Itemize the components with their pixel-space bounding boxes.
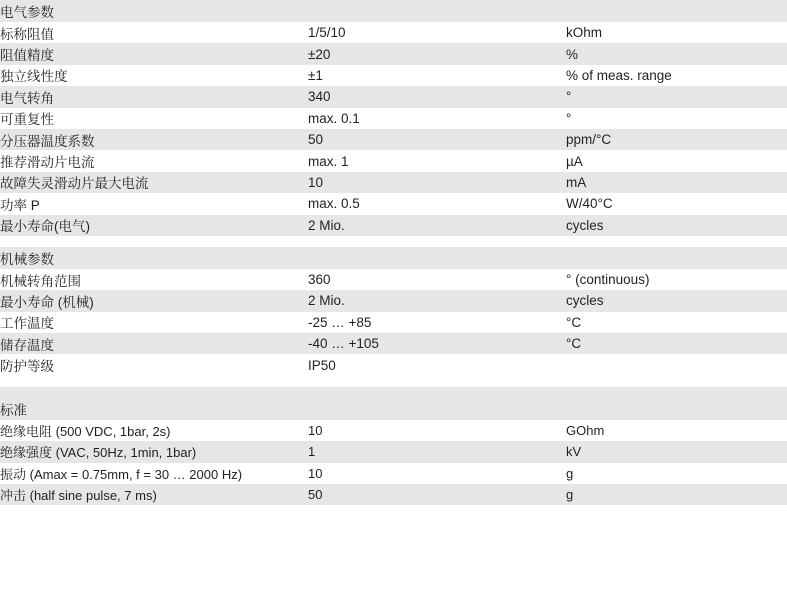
- section-header-electrical: [0, 0, 787, 22]
- row-value: 2 Mio.: [308, 217, 345, 233]
- row-value: 50: [308, 487, 323, 503]
- table-row: [0, 172, 787, 193]
- row-unit: mA: [566, 174, 587, 190]
- row-value: 2 Mio.: [308, 293, 345, 309]
- row-value: -40 … +105: [308, 336, 379, 352]
- table-row: [0, 354, 787, 375]
- table-row: [0, 312, 787, 333]
- row-unit: kV: [566, 444, 582, 460]
- row-unit: µA: [566, 153, 583, 169]
- row-unit: ° (continuous): [566, 272, 650, 288]
- row-value: 1: [308, 444, 316, 460]
- row-label: 振动 (Amax = 0.75mm, f = 30 … 2000 Hz): [0, 466, 243, 482]
- row-value: 10: [308, 423, 323, 439]
- row-label: 防护等级: [0, 359, 54, 375]
- row-value: max. 1: [308, 153, 349, 169]
- row-label: 推荐滑动片电流: [0, 155, 95, 171]
- row-label: 电气转角: [0, 90, 54, 106]
- row-unit: cycles: [566, 293, 604, 309]
- row-unit: ppm/°C: [566, 132, 612, 148]
- table-row: [0, 22, 787, 43]
- table-row: [0, 150, 787, 171]
- row-unit: %: [566, 46, 579, 62]
- row-unit: g: [566, 465, 574, 481]
- row-label: 分压器温度系数: [0, 133, 95, 149]
- row-label: 标称阻值: [0, 26, 54, 42]
- table-row: [0, 108, 787, 129]
- row-value: -25 … +85: [308, 314, 372, 330]
- table-row: [0, 484, 787, 505]
- row-unit: °C: [566, 336, 582, 352]
- table-footer-space: [0, 505, 787, 535]
- row-label: 最小寿命(电气): [0, 219, 90, 235]
- table-row: [0, 193, 787, 214]
- row-unit: GOhm: [566, 423, 605, 439]
- row-label: 储存温度: [0, 337, 54, 353]
- row-label: 独立线性度: [0, 69, 68, 85]
- row-value: IP50: [308, 357, 336, 373]
- row-value: ±1: [308, 67, 323, 83]
- table-row: [0, 65, 787, 86]
- row-unit: [566, 354, 787, 375]
- row-unit: cycles: [566, 217, 604, 233]
- row-value: 10: [308, 465, 323, 481]
- row-unit: °C: [566, 314, 582, 330]
- row-label: 冲击 (half sine pulse, 7 ms): [0, 488, 157, 504]
- row-label: 绝缘电阻 (500 VDC, 1bar, 2s): [0, 424, 171, 440]
- section-spacer: [0, 236, 787, 247]
- row-value: ±20: [308, 46, 331, 62]
- row-value: 10: [308, 174, 324, 190]
- row-value: 340: [308, 89, 331, 105]
- spacer-cell: [0, 236, 787, 247]
- spacer-cell: [0, 376, 787, 387]
- row-value: max. 0.1: [308, 110, 360, 126]
- row-label: 工作温度: [0, 316, 54, 332]
- section-header-standards: [0, 398, 787, 420]
- table-row: [0, 86, 787, 107]
- table-row: [0, 215, 787, 236]
- spacer-cell: [0, 387, 787, 398]
- spacer-cell: [0, 505, 787, 535]
- section-title: 机械参数: [0, 251, 54, 267]
- table-row: [0, 463, 787, 484]
- section-header-mechanical: [0, 247, 787, 269]
- section-spacer: [0, 376, 787, 387]
- table-row: [0, 420, 787, 441]
- table-row: [0, 269, 787, 290]
- row-unit: kOhm: [566, 25, 603, 41]
- table-row: [0, 129, 787, 150]
- row-label: 机械转角范围: [0, 273, 81, 289]
- table-row: [0, 43, 787, 64]
- row-label: 可重复性: [0, 112, 54, 128]
- row-unit: °: [566, 89, 572, 105]
- row-label: 阻值精度: [0, 48, 54, 64]
- table-row: [0, 441, 787, 462]
- row-label: 最小寿命 (机械): [0, 294, 94, 310]
- row-unit: % of meas. range: [566, 67, 672, 83]
- section-spacer-shaded: [0, 387, 787, 398]
- row-label: 功率 P: [0, 197, 40, 213]
- section-title: 电气参数: [0, 5, 54, 20]
- row-value: 360: [308, 272, 331, 288]
- section-title: 标准: [0, 402, 27, 418]
- row-label: 绝缘强度 (VAC, 50Hz, 1min, 1bar): [0, 445, 197, 461]
- row-unit: °: [566, 110, 572, 126]
- row-label: 故障失灵滑动片最大电流: [0, 176, 149, 192]
- row-unit: g: [566, 487, 574, 503]
- row-value: 50: [308, 132, 324, 148]
- table-row: [0, 333, 787, 354]
- row-unit: W/40°C: [566, 196, 613, 212]
- row-value: 1/5/10: [308, 25, 346, 41]
- table-row: [0, 290, 787, 311]
- row-value: max. 0.5: [308, 196, 360, 212]
